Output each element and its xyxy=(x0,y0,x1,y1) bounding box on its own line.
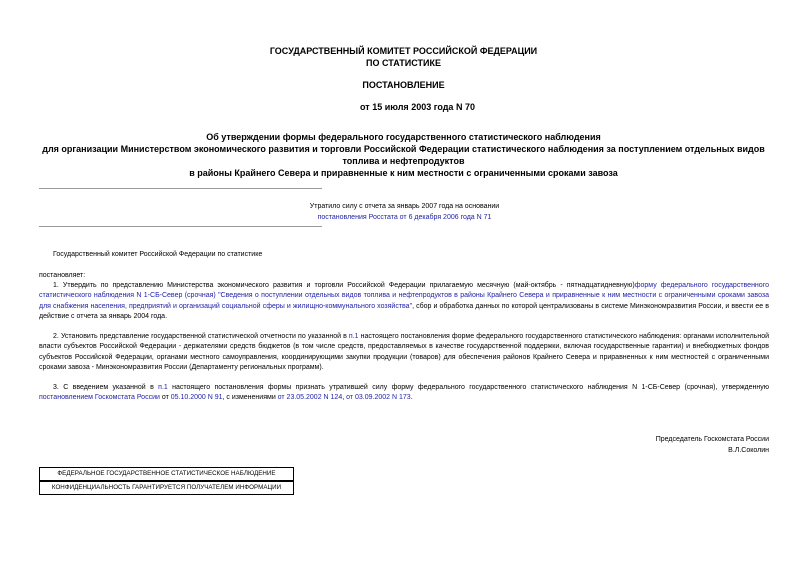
validity-note xyxy=(280,201,529,223)
paragraph-1 xyxy=(39,281,769,322)
doc-title-line: топлива и нефтепродуктов xyxy=(342,156,465,166)
issuer-label: Государственный комитет Российской Федерации по статистике xyxy=(53,251,263,258)
doc-title-line: в районы Крайнего Севера и приравненные к ним местности с ограниченными сроками завоза xyxy=(189,168,618,178)
paragraph-text: от xyxy=(159,394,171,402)
form-link[interactable]: форму федерального государственного статистического наблюдения N 1-СБ-Север (срочная) "Сведения о поступлении отдельных видов топлива и нефтепродуктов в районы Крайнего Севера и приравненные к ним местности с ограниченными сроками завоза для снабжения населения, предприятий и организаций социальной сферы и жилищно-коммунального хозяйства" xyxy=(39,282,769,310)
paragraph-text: , xyxy=(342,394,347,402)
clause-link[interactable]: п.1 xyxy=(158,384,168,391)
clause-link[interactable]: п.1 xyxy=(348,333,359,340)
signature-block xyxy=(519,434,769,456)
separator-line xyxy=(39,226,322,227)
paragraph-text: , сбор и обработка данных по которой централизованы в системе Минэкономразвития России, и ввести ее в действие с отчета за январь 2004 года. xyxy=(39,302,769,320)
doc-title-line: для организации Министерством экономического развития и торговли Российской Федерации статистического наблюдения за поступлением отдельных видов xyxy=(42,144,765,154)
doc-title-line: Об утверждении формы федерального государственного статистического наблюдения xyxy=(206,132,601,142)
doc-title xyxy=(40,131,767,179)
paragraph-text: настоящего постановления формы признать утратившей силу форму федерального государственного статистического наблюдения N 1-СБ-Север (срочная), утвержденную xyxy=(167,384,770,391)
paragraph-text: 2. Установить представление государственной статистической отчетности по указанной в xyxy=(53,333,349,340)
decree-text: постановляет: xyxy=(39,272,86,279)
validity-text: Утратило силу с отчета за январь 2007 года на основании xyxy=(309,203,500,210)
paragraph-text: 3. С введением указанной в xyxy=(53,384,159,391)
paragraph-text: настоящего постановления форме федерального государственного статистического наблюдения: органами исполнительной власти субъектов Российской Федерации - держателями средств бюджетов (в том числе средств, предоставляемых в качестве государственной поддержки, включая государственные гарантии) и внебюджетных фондов субъектов Российской Федерации, органами местного самоуправления, координирующими закупки продукции (товаров) для обеспечения районов Крайнего Севера и приравненных к ним местностей с ограниченными сроками завоза - Минэкономразвития России (Департаменту региональных программ). xyxy=(39,333,769,371)
amendment-link[interactable]: от 23.05.2002 N 124 xyxy=(277,394,343,402)
validity-link[interactable]: постановления Росстата от 6 декабря 2006 года N 71 xyxy=(317,214,492,221)
doc-date-number: от 15 июля 2003 года N 70 xyxy=(360,102,475,112)
paragraph-text: 1. Утвердить по представлению Министерства экономического развития и торговли Российской Федерации прилагаемую месячную (май-октябрь - пятнадцатидневную) xyxy=(53,282,635,289)
paragraph-text: , с изменениями xyxy=(222,394,278,402)
amendment-link[interactable]: от 03.09.2002 N 173 xyxy=(346,394,411,402)
signatory-name: В.Л.Соколин xyxy=(728,447,769,454)
confidentiality-box: КОНФИДЕНЦИАЛЬНОСТЬ ГАРАНТИРУЕТСЯ ПОЛУЧАТЕЛЕМ ИНФОРМАЦИИ xyxy=(39,481,294,495)
doc-type: ПОСТАНОВЛЕНИЕ xyxy=(362,80,445,90)
committee-heading xyxy=(0,45,807,69)
committee-name-line2: ПО СТАТИСТИКЕ xyxy=(366,58,441,68)
paragraph-2 xyxy=(39,332,769,373)
resolution-link[interactable]: постановлением Госкомстата России xyxy=(39,394,160,402)
paragraph-text: . xyxy=(410,394,413,402)
resolution-date-link[interactable]: 05.10.2000 N 91 xyxy=(170,394,223,402)
signatory-position: Председатель Госкомстата России xyxy=(655,436,769,443)
issuer-text xyxy=(39,250,769,260)
federal-observation-box: ФЕДЕРАЛЬНОЕ ГОСУДАРСТВЕННОЕ СТАТИСТИЧЕСКОЕ НАБЛЮДЕНИЕ xyxy=(39,467,294,481)
separator-line xyxy=(39,188,322,189)
paragraph-3 xyxy=(39,383,769,404)
committee-name: ГОСУДАРСТВЕННЫЙ КОМИТЕТ РОССИЙСКОЙ ФЕДЕРАЦИИ xyxy=(269,46,538,56)
